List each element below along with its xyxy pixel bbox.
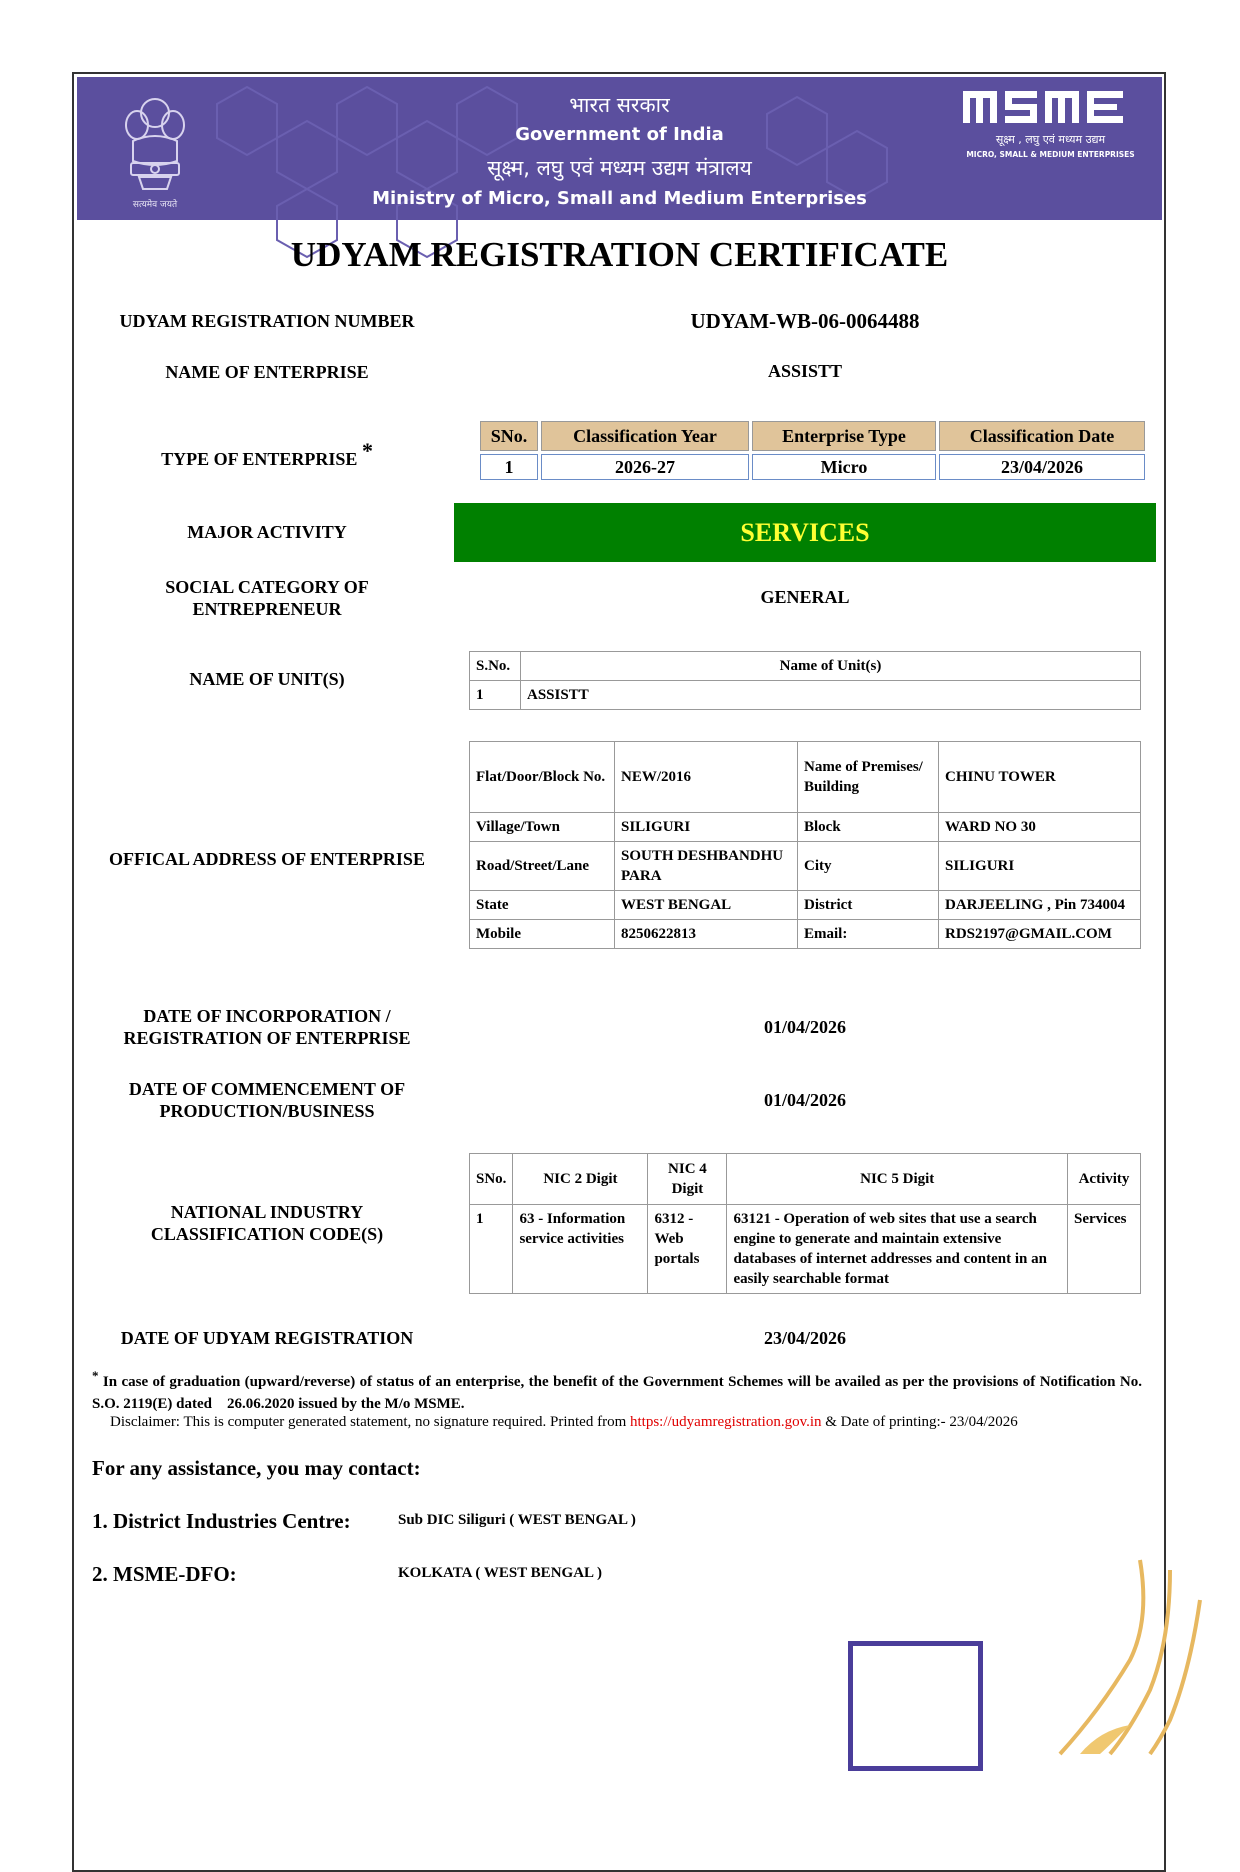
classification-header-row: [480, 421, 1145, 451]
classification-cell: 23/04/2026: [939, 454, 1145, 480]
seal-frame: [848, 1641, 983, 1771]
commencement-label-line: PRODUCTION/BUSINESS: [159, 1101, 375, 1121]
classification-header: Classification Date: [939, 421, 1145, 451]
nic-row: [470, 1205, 1141, 1294]
units-header: S.No.: [470, 652, 521, 681]
address-value: WARD NO 30: [939, 813, 1141, 842]
units-table: [469, 651, 1141, 710]
commencement-label-line: DATE OF COMMENCEMENT OF: [128, 1079, 406, 1099]
classification-row: [480, 454, 1145, 480]
units-header: Name of Unit(s): [521, 652, 1141, 681]
nic-table: [469, 1153, 1141, 1294]
classification-cell: 2026-27: [541, 454, 749, 480]
address-key: Email:: [798, 920, 939, 949]
nic-label-line: NATIONAL INDUSTRY: [170, 1202, 364, 1222]
msme-sub-text: MICRO, SMALL & MEDIUM ENTERPRISES: [966, 150, 1135, 159]
nic-header: Activity: [1068, 1154, 1141, 1205]
address-value: RDS2197@GMAIL.COM: [939, 920, 1141, 949]
msme-logo-text: MSME: [963, 72, 1011, 89]
msme-logo: [963, 72, 1133, 129]
reg-number-value: UDYAM-WB-06-0064488: [690, 309, 920, 333]
units-label: NAME OF UNIT(S): [189, 669, 345, 689]
decorative-emblem-icon: [1040, 1560, 1240, 1754]
note-star: *: [92, 1368, 99, 1383]
nic-cell: 6312 - Web portals: [648, 1205, 727, 1294]
units-row: [470, 681, 1141, 710]
address-value: CHINU TOWER: [939, 742, 1141, 813]
hindi-govt-text: भारत सरकार: [569, 93, 670, 117]
emblem-caption: सत्यमेव जयते: [132, 200, 178, 210]
enterprise-type-star: *: [361, 438, 373, 463]
nic-header: NIC 5 Digit: [727, 1154, 1068, 1205]
units-cell: 1: [470, 681, 521, 710]
classification-header: SNo.: [480, 421, 538, 451]
nic-cell: Services: [1068, 1205, 1141, 1294]
nic-header-row: [470, 1154, 1141, 1205]
commencement-value: 01/04/2026: [763, 1090, 846, 1110]
units-header-row: [470, 652, 1141, 681]
address-value: 8250622813: [615, 920, 798, 949]
incorporation-label-line: DATE OF INCORPORATION /: [143, 1006, 391, 1026]
ministry-text: Ministry of Micro, Small and Medium Enterprises: [372, 188, 867, 209]
address-row: [470, 920, 1141, 949]
reg-number-label: UDYAM REGISTRATION NUMBER: [119, 311, 415, 331]
enterprise-type-label-text: TYPE OF ENTERPRISE: [161, 449, 358, 469]
social-category-label-line: ENTREPRENEUR: [192, 599, 342, 619]
enterprise-type-label: [92, 440, 442, 470]
nic-label: [92, 1201, 442, 1245]
nic-cell: 63121 - Operation of web sites that use a search engine to generate and maintain extensive databases of internet addresses and content in an easily searchable format: [727, 1205, 1068, 1294]
classification-cell: Micro: [752, 454, 936, 480]
classification-header: Classification Year: [541, 421, 749, 451]
note-text: In case of graduation (upward/reverse) of status of an enterprise, the benefit of the Government Schemes will be availed as per the provisions of Notification No. S.O. 2119(E) dated 26.06.2020 issued by the M/o MSME.: [92, 1374, 1146, 1412]
address-key: District: [798, 891, 939, 920]
govt-text: Government of India: [515, 124, 724, 145]
address-table: [469, 741, 1141, 949]
header-banner: [77, 72, 1162, 220]
hindi-ministry-text: सूक्ष्म, लघु एवं मध्यम उद्यम मंत्रालय: [487, 156, 752, 180]
nic-cell: 63 - Information service activities: [513, 1205, 648, 1294]
incorporation-value: 01/04/2026: [763, 1017, 846, 1037]
address-key: Name of Premises/ Building: [798, 742, 939, 813]
certificate-border: [72, 72, 1166, 1872]
dfo-label: 2. MSME-DFO:: [92, 1562, 237, 1586]
address-row: [470, 742, 1141, 813]
address-value: SILIGURI: [939, 842, 1141, 891]
address-value: SOUTH DESHBANDHU PARA: [615, 842, 798, 891]
address-key: Mobile: [470, 920, 615, 949]
nic-header: NIC 2 Digit: [513, 1154, 648, 1205]
address-row: [470, 842, 1141, 891]
disclaimer: [110, 1414, 1160, 1431]
enterprise-name-label: NAME OF ENTERPRISE: [165, 362, 369, 382]
disclaimer-text: Disclaimer: This is computer generated statement, no signature required. Printed from: [110, 1414, 630, 1430]
graduation-note: [92, 1365, 1146, 1415]
address-key: City: [798, 842, 939, 891]
incorporation-label: [92, 1005, 442, 1049]
nic-header: SNo.: [470, 1154, 513, 1205]
dfo-value: KOLKATA ( WEST BENGAL ): [398, 1565, 602, 1581]
nic-header: NIC 4 Digit: [648, 1154, 727, 1205]
dic-label: 1. District Industries Centre:: [92, 1509, 351, 1533]
disclaimer-date: & Date of printing:- 23/04/2026: [821, 1414, 1018, 1430]
certificate-title: UDYAM REGISTRATION CERTIFICATE: [290, 235, 949, 274]
classification-cell: 1: [480, 454, 538, 480]
enterprise-name-value: ASSISTT: [767, 361, 843, 381]
udyam-date-value: 23/04/2026: [763, 1328, 846, 1348]
nic-cell: 1: [470, 1205, 513, 1294]
address-value: DARJEELING , Pin 734004: [939, 891, 1141, 920]
address-key: Flat/Door/Block No.: [470, 742, 615, 813]
commencement-label: [92, 1078, 442, 1122]
social-category-label: [92, 576, 442, 620]
udyam-portal-link[interactable]: https://udyamregistration.gov.in: [630, 1414, 822, 1430]
address-label: OFFICAL ADDRESS OF ENTERPRISE: [109, 849, 425, 869]
classification-header: Enterprise Type: [752, 421, 936, 451]
address-value: SILIGURI: [615, 813, 798, 842]
social-category-value: GENERAL: [760, 587, 850, 607]
assistance-heading: For any assistance, you may contact:: [92, 1456, 421, 1480]
address-key: State: [470, 891, 615, 920]
major-activity-label: MAJOR ACTIVITY: [187, 522, 347, 542]
social-category-label-line: SOCIAL CATEGORY OF: [165, 577, 369, 597]
address-value: WEST BENGAL: [615, 891, 798, 920]
address-row: [470, 891, 1141, 920]
address-key: Village/Town: [470, 813, 615, 842]
dic-value: Sub DIC Siliguri ( WEST BENGAL ): [398, 1512, 636, 1528]
major-activity-value: SERVICES: [454, 503, 1156, 562]
address-key: Block: [798, 813, 939, 842]
address-key: Road/Street/Lane: [470, 842, 615, 891]
units-cell: ASSISTT: [521, 681, 1141, 710]
address-row: [470, 813, 1141, 842]
udyam-date-label: DATE OF UDYAM REGISTRATION: [120, 1328, 414, 1348]
incorporation-label-line: REGISTRATION OF ENTERPRISE: [123, 1028, 411, 1048]
classification-table: [477, 418, 1148, 483]
nic-label-line: CLASSIFICATION CODE(S): [150, 1224, 384, 1244]
msme-hindi-text: सूक्ष्म , लघु एवं मध्यम उद्यम: [995, 133, 1106, 146]
address-value: NEW/2016: [615, 742, 798, 813]
